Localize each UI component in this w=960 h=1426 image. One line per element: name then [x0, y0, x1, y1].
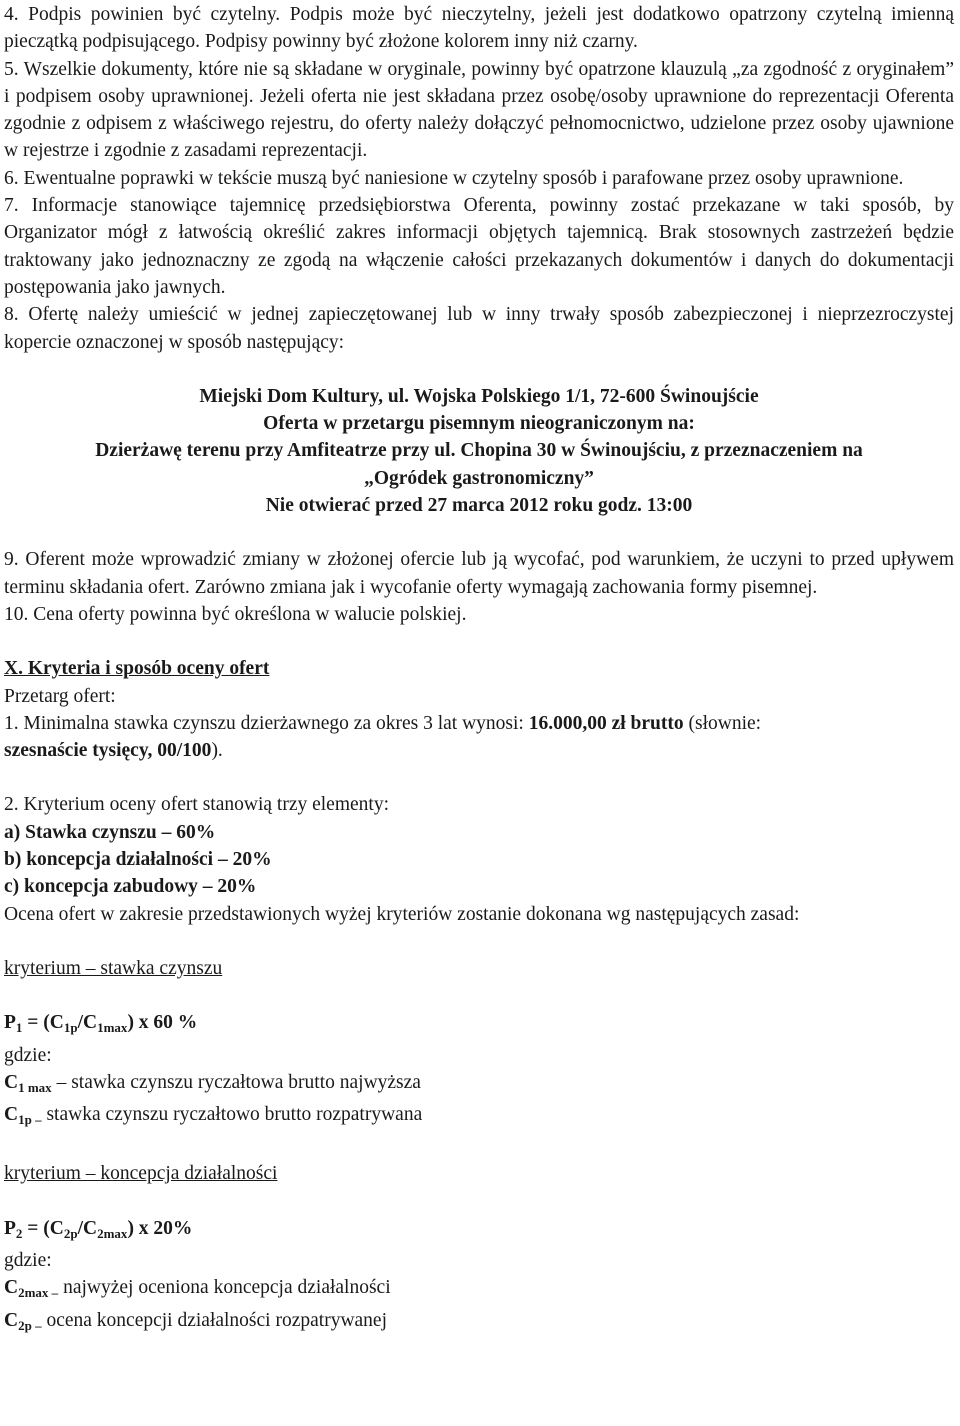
paragraph-6: 6. Ewentualne poprawki w tekście muszą być naniesione w czytelny sposób i parafowane przez osoby uprawnione. — [4, 167, 904, 189]
min-rent-item — [4, 710, 954, 765]
formula-subscript: 1 — [15, 1020, 23, 1036]
criterion2-def-max — [4, 1274, 954, 1306]
formula-symbol: P — [4, 1217, 16, 1239]
evaluation-rules-intro: Ocena ofert w zakresie przedstawionych wyżej kryteriów zostanie dokonana wg następujących zasad: — [4, 903, 800, 925]
criterion1-def-p — [4, 1101, 954, 1133]
envelope-offer-title: Oferta w przetargu pisemnym nieograniczonym na: — [263, 413, 695, 435]
criteria-intro: 2. Kryterium oceny ofert stanowią trzy elementy: — [4, 794, 389, 816]
spacer — [4, 519, 954, 546]
def-subscript: 2p – — [18, 1317, 42, 1333]
spacer — [4, 628, 954, 655]
spacer — [4, 982, 954, 1009]
formula-subscript: 2 — [15, 1225, 23, 1241]
paragraph-10: 10. Cena oferty powinna być określona w walucie polskiej. — [4, 603, 467, 625]
def-symbol: C — [4, 1104, 19, 1126]
paragraph-7: 7. Informacje stanowiące tajemnicę przedsiębiorstwa Oferenta, powinny zostać przekazane w taki sposób, by Organizator mógł z łatwością określić zakres informacji objętych tajemnicą. Brak stosownych zastrzeżeń będzie traktowany jako jednoznaczny ze zgodą na włączenie całości przekazanych dokumentów i danych do dokumentacji postępowania jako jawnych. — [4, 195, 954, 298]
def-text: ocena koncepcji działalności rozpatrywanej — [41, 1309, 387, 1331]
formula-symbol: P — [4, 1012, 16, 1034]
criterion1-where: gdzie: — [4, 1044, 52, 1066]
paragraph-4: 4. Podpis powinien być czytelny. Podpis może być nieczytelny, jeżeli jest dodatkowo opatrzony czytelną imienną pieczątką podpisującego. Podpisy powinny być złożone kolorem inny niż czarny. — [4, 4, 954, 53]
min-rent-end: ). — [211, 740, 223, 762]
spacer — [4, 1133, 954, 1160]
min-rent-text: 1. Minimalna stawka czynszu dzierżawnego za okres 3 lat wynosi: — [4, 712, 529, 734]
formula-part: /C — [77, 1012, 98, 1034]
criterion1-def-max — [4, 1069, 954, 1101]
spacer — [4, 1188, 954, 1215]
min-rent-amount: 16.000,00 zł brutto — [528, 712, 684, 734]
def-text: najwyżej oceniona koncepcja działalności — [58, 1277, 391, 1299]
envelope-label — [4, 383, 954, 519]
spacer — [4, 764, 954, 791]
def-subscript: 2max – — [18, 1285, 59, 1301]
def-text: stawka czynszu ryczałtowo brutto rozpatrywana — [41, 1104, 423, 1126]
criterion2-formula — [4, 1215, 954, 1247]
paragraph-9: 9. Oferent może wprowadzić zmiany w złożonej ofercie lub ją wycofać, pod warunkiem, że uczyni to przed upływem terminu składania ofert. Zarówno zmiana jak i wycofanie oferty wymagają zachowania formy pisemnej. — [4, 549, 954, 598]
criterion1-formula — [4, 1009, 954, 1041]
paragraph-8: 8. Ofertę należy umieścić w jednej zapieczętowanej lub w inny trwały sposób zabezpieczonej i nieprzezroczystej kopercie oznaczonej w sposób następujący: — [4, 304, 954, 353]
document-page — [0, 1, 960, 1426]
formula-subscript: 1max — [97, 1020, 128, 1036]
criterion1-heading: kryterium – stawka czynszu — [4, 957, 223, 979]
criterion2-heading: kryterium – koncepcja działalności — [4, 1163, 278, 1185]
formula-subscript: 2p — [63, 1225, 78, 1241]
def-symbol: C — [4, 1071, 19, 1093]
formula-subscript: 2max — [97, 1225, 128, 1241]
def-subscript: 1 max — [18, 1079, 52, 1095]
def-subscript: 1p – — [18, 1112, 42, 1128]
criterion2-def-p — [4, 1307, 954, 1339]
spacer — [4, 928, 954, 955]
envelope-name: „Ogródek gastronomiczny” — [364, 467, 594, 489]
formula-part: = (C — [22, 1012, 64, 1034]
envelope-address: Miejski Dom Kultury, ul. Wojska Polskiego 1/1, 72-600 Świnoujście — [199, 385, 759, 407]
criterion2-where: gdzie: — [4, 1249, 52, 1271]
paragraph-5: 5. Wszelkie dokumenty, które nie są składane w oryginale, powinny być opatrzone klauzulą „za zgodność z oryginałem” i podpisem osoby uprawnionej. Jeżeli oferta nie jest składana przez osobę/osoby uprawnione do reprezentacji Oferenta zgodnie z odpisem z właściwego rejestru, do oferty należy dołączyć pełnomocnictwo, udzielone przez osoby ujawnione w rejestrze i zgodnie z zasadami reprezentacji. — [4, 58, 954, 162]
section-intro: Przetarg ofert: — [4, 685, 116, 707]
def-symbol: C — [4, 1277, 19, 1299]
def-text: – stawka czynszu ryczałtowa brutto najwyższa — [51, 1071, 421, 1093]
criterion-b: b) koncepcja działalności – 20% — [4, 849, 272, 871]
criterion-a: a) Stawka czynszu – 60% — [4, 821, 216, 843]
spacer — [4, 356, 954, 383]
formula-part: ) x 20% — [127, 1217, 193, 1239]
envelope-subject: Dzierżawę terenu przy Amfiteatrze przy ul. Chopina 30 w Świnoujściu, z przeznaczeniem na — [95, 440, 863, 462]
formula-part: /C — [77, 1217, 98, 1239]
min-rent-words: szesnaście tysięcy, 00/100 — [4, 740, 212, 762]
def-symbol: C — [4, 1309, 19, 1331]
min-rent-mid: (słownie: — [683, 712, 762, 734]
formula-part: = (C — [22, 1217, 64, 1239]
formula-part: ) x 60 % — [127, 1012, 198, 1034]
envelope-deadline: Nie otwierać przed 27 marca 2012 roku godz. 13:00 — [265, 495, 693, 517]
section-title: X. Kryteria i sposób oceny ofert — [4, 658, 270, 680]
formula-subscript: 1p — [63, 1020, 78, 1036]
criterion-c: c) koncepcja zabudowy – 20% — [4, 876, 257, 898]
